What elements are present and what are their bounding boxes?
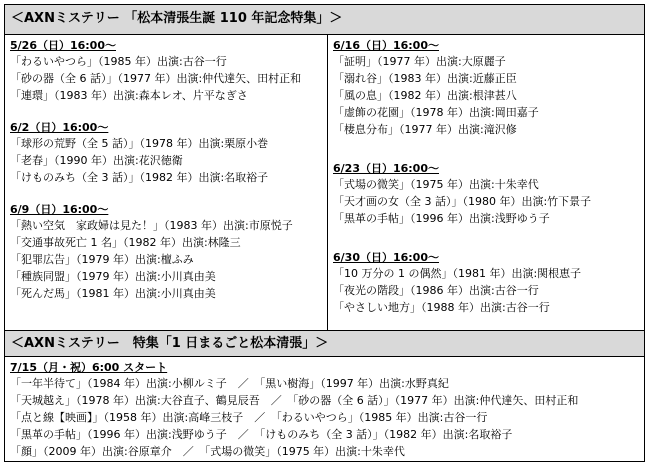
program-item: 「熱い空気 家政婦は見た！」（1983 年）出演:市原悦子 [10, 219, 293, 232]
program-item: 「天城越え」（1978 年）出演:大谷直子、鶴見辰吾 ／ 「砂の器（全 6 話）」（1977 年）出演:仲代達矢、田村正和 [10, 394, 579, 407]
program-item: 「一年半待て」（1984 年）出演:小柳ルミ子 ／ 「黒い樹海」（1997 年）出演:水野真紀 [10, 377, 449, 390]
program-item: 「風の息」（1982 年）出演:根津甚八 [333, 89, 517, 102]
program-item: 「やさしい地方」（1988 年）出演:古谷一行 [333, 301, 550, 314]
program-item: 「10 万分の 1 の偶然」（1981 年）出演:関根恵子 [333, 267, 582, 280]
program-item: 「虚飾の花園」（1978 年）出演:岡田嘉子 [333, 106, 539, 119]
broadcast-date: 6/2（日）16:00～ [10, 121, 109, 134]
section-header-all-day: ＜AXNミステリー 特集「1 日まるごと松本清張」＞ [5, 330, 644, 357]
program-item: 「種族同盟」（1979 年）出演:小川真由美 [10, 270, 216, 283]
broadcast-date: 5/26（日）16:00～ [10, 39, 116, 52]
program-item: 「けものみち（全 3 話）」（1982 年）出演:名取裕子 [10, 171, 269, 184]
program-item: 「球形の荒野（全 5 話）」（1978 年）出演:栗原小巻 [10, 137, 269, 150]
program-item: 「黒革の手帖」（1996 年）出演:浅野ゆう子 [333, 212, 550, 225]
program-item: 「棲息分布」（1977 年）出演:滝沢修 [333, 123, 517, 136]
program-item: 「顔」（2009 年）出演:谷原章介 ／ 「式場の微笑」（1975 年）出演:十朱幸代 [10, 445, 405, 458]
schedule-block [333, 38, 646, 138]
program-item: 「犯罪広告」（1979 年）出演:檀ふみ [10, 253, 194, 266]
program-item: 「連環」（1983 年）出演:森本レオ、片平なぎさ [10, 89, 248, 102]
right-column [328, 35, 646, 330]
program-item: 「証明」（1977 年）出演:大原麗子 [333, 55, 506, 68]
program-item: 「老春」（1990 年）出演:花沢徳衛 [10, 154, 183, 167]
schedule-block [333, 161, 646, 227]
program-item: 「点と線【映画】」（1958 年）出演:高峰三枝子 ／ 「わるいやつら」（1985 年）出演:古谷一行 [10, 411, 488, 424]
program-item: 「溺れ谷」（1983 年）出演:近藤正臣 [333, 72, 517, 85]
program-item: 「式場の微笑」（1975 年）出演:十朱幸代 [333, 178, 539, 191]
schedule-table [4, 4, 645, 462]
broadcast-date: 6/23（日）16:00～ [333, 162, 439, 175]
schedule-block [333, 250, 646, 316]
program-item: 「交通事故死亡 1 名」（1982 年）出演:林隆三 [10, 236, 241, 249]
schedule-block [10, 38, 327, 104]
broadcast-date: 7/15（月・祝）6:00 スタート [10, 361, 168, 374]
program-item: 「黒革の手帖」（1996 年）出演:浅野ゆう子 ／ 「けものみち（全 3 話）」（1982 年）出演:名取裕子 [10, 428, 513, 441]
schedule-block [10, 120, 327, 186]
program-item: 「天才画の女（全 3 話）」（1980 年）出演:竹下景子 [333, 195, 592, 208]
program-item: 「夜光の階段」（1986 年）出演:古谷一行 [333, 284, 539, 297]
program-item: 「砂の器（全 6 話）」（1977 年）出演:仲代達矢、田村正和 [10, 72, 302, 85]
program-item: 「死んだ馬」（1981 年）出演:小川真由美 [10, 287, 216, 300]
broadcast-date: 6/16（日）16:00～ [333, 39, 439, 52]
schedule-block [10, 202, 327, 302]
program-item: 「わるいやつら」（1985 年）出演:古谷一行 [10, 55, 227, 68]
broadcast-date: 6/30（日）16:00～ [333, 251, 439, 264]
all-day-schedule [5, 357, 644, 463]
left-column [5, 35, 328, 330]
section-header-anniversary: ＜AXNミステリー 「松本清張生誕 110 年記念特集」＞ [5, 5, 644, 35]
broadcast-date: 6/9（日）16:00～ [10, 203, 109, 216]
